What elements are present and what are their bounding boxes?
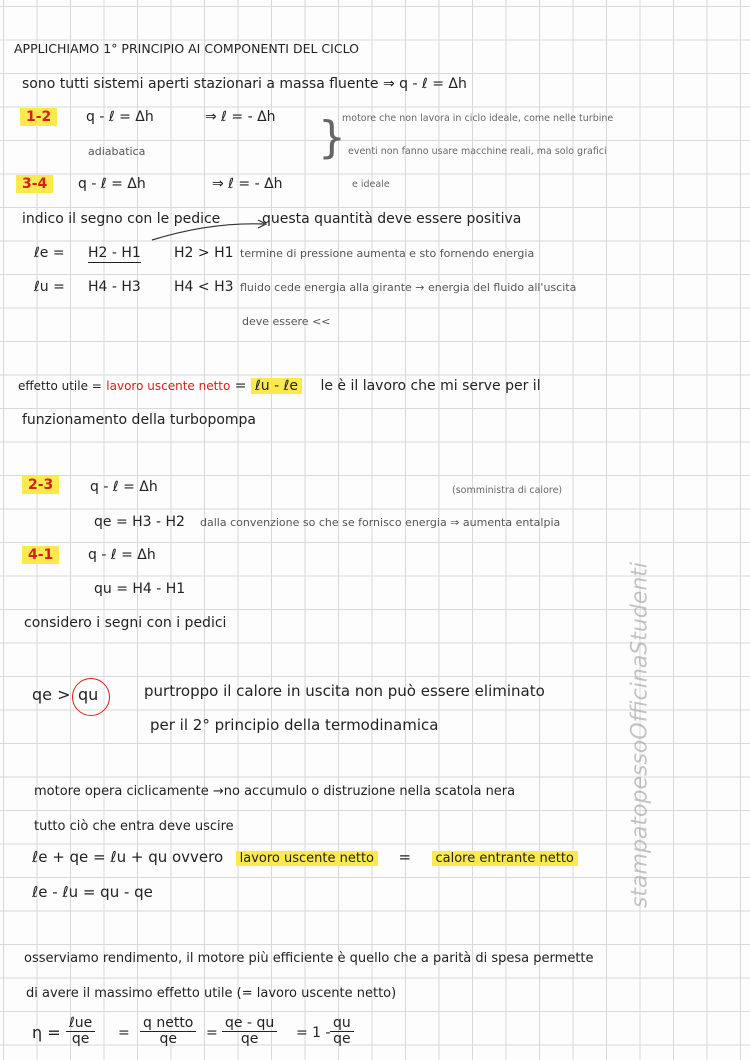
lu-description-2: deve essere << [242, 315, 331, 328]
page-heading: APPLICHIAMO 1° PRINCIPIO AI COMPONENTI DEL CICLO [14, 41, 359, 56]
fraction-1 [66, 1016, 95, 1047]
fraction-3-num: qe - qu [222, 1016, 277, 1032]
result-3-4: ⇒ ℓ = - Δh [212, 176, 283, 192]
qe-equation: qe = H3 - H2 [94, 514, 185, 530]
net-heat-highlight: calore entrante netto [432, 851, 578, 866]
lu-condition: H4 < H3 [174, 279, 234, 295]
fraction-2 [140, 1016, 196, 1047]
energy-balance-line [32, 848, 578, 868]
fraction-3-den: qe [240, 1031, 259, 1047]
efficiency-line-1: osserviamo rendimento, il motore più efficiente è quello che a parità di spesa permette [24, 951, 594, 966]
le-expression: H2 - H1 [88, 245, 141, 261]
fraction-4 [330, 1016, 354, 1047]
lu-description: fluido cede energia alla girante → energia del fluido all'uscita [240, 281, 577, 294]
brace-icon: } [318, 112, 346, 163]
fraction-4-num: qu [330, 1016, 354, 1032]
le-description: termine di pressione aumenta e sto fornendo energia [240, 247, 535, 260]
arrow-icon [150, 218, 270, 242]
equation-2-3: q - ℓ = Δh [90, 479, 158, 495]
le-condition: H2 > H1 [174, 245, 234, 261]
eta-symbol: η = [32, 1023, 61, 1042]
fraction-1-num: ℓue [66, 1016, 95, 1032]
useful-effect-post: le è il lavoro che mi serve per il [320, 378, 541, 394]
equation-4-1: q - ℓ = Δh [88, 547, 156, 563]
eq-sign-2: = [206, 1025, 218, 1041]
efficiency-line-2: di avere il massimo effetto utile (= lavoro uscente netto) [26, 986, 397, 1001]
sign-convention-text: indico il segno con le pedice [22, 211, 221, 227]
equation-3-4: q - ℓ = Δh [78, 176, 146, 192]
eq-sign-1: = [118, 1025, 130, 1041]
qe-greater-label: qe > [32, 685, 71, 704]
second-principle-text: per il 2° principio della termodinamica [150, 716, 439, 734]
side-note-2: eventi non fanno usare macchine reali, ma solo grafici [348, 146, 607, 157]
heat-out-text: purtroppo il calore in uscita non può essere eliminato [144, 682, 545, 700]
fraction-1-den: qe [71, 1031, 90, 1047]
fraction-2-den: qe [159, 1031, 177, 1047]
lu-label: ℓu = [34, 279, 65, 295]
energy-balance-eq: ℓe + qe = ℓu + qu ovvero [32, 848, 224, 866]
consider-signs-line: considero i segni con i pedici [24, 615, 227, 631]
systems-line: sono tutti sistemi aperti stazionari a massa fluente ⇒ q - ℓ = Δh [22, 76, 467, 92]
equation-1-2: q - ℓ = Δh [86, 109, 154, 125]
section-tag-1-2: 1-2 [20, 108, 57, 126]
heat-supply-note: (somministra di calore) [452, 485, 563, 496]
qu-circled: qu [78, 685, 99, 704]
everything-in-out-line: tutto ciò che entra deve uscire [34, 819, 234, 834]
section-tag-4-1: 4-1 [22, 546, 59, 564]
side-note-3: e ideale [352, 179, 390, 190]
watermark: stampatopessoOfficinaStudenti [627, 561, 653, 909]
lu-minus-le-highlight: ℓu - ℓe [251, 378, 302, 394]
equals-sign: = [234, 378, 247, 394]
useful-effect-line-2: funzionamento della turbopompa [22, 412, 256, 428]
adiabatic-label: adiabatica [88, 145, 146, 158]
net-work-red: lavoro uscente netto [106, 379, 231, 393]
fraction-3 [222, 1016, 277, 1047]
result-1-2: ⇒ ℓ = - Δh [205, 109, 276, 125]
useful-effect-line [18, 377, 541, 395]
net-work-highlight: lavoro uscente netto [236, 851, 378, 866]
le-label: ℓe = [34, 245, 65, 261]
fraction-2-num: q netto [140, 1016, 196, 1032]
positive-note: questa quantità deve essere positiva [262, 211, 522, 227]
energy-balance-eq-2: ℓe - ℓu = qu - qe [32, 883, 153, 901]
one-minus: = 1 - [296, 1025, 331, 1041]
engine-cyclic-line: motore opera ciclicamente →no accumulo o distruzione nella scatola nera [34, 784, 516, 799]
lu-expression: H4 - H3 [88, 279, 141, 295]
qe-description: dalla convenzione so che se fornisco energia ⇒ aumenta entalpia [200, 516, 561, 529]
section-tag-2-3: 2-3 [22, 476, 59, 494]
qu-equation: qu = H4 - H1 [94, 581, 186, 597]
useful-effect-label: effetto utile = [18, 379, 102, 393]
fraction-4-den: qe [333, 1031, 351, 1047]
side-note-1: motore che non lavora in ciclo ideale, come nelle turbine [342, 113, 614, 124]
balance-equals: = [398, 848, 412, 866]
section-tag-3-4: 3-4 [16, 175, 53, 193]
